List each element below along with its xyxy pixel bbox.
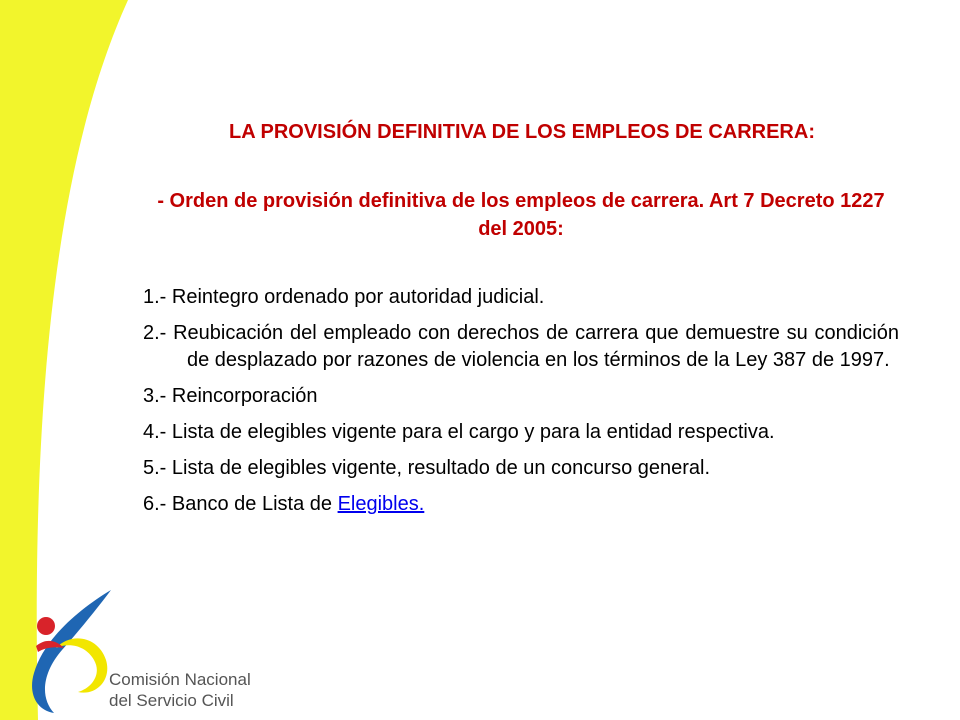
- provision-order-list: [143, 284, 899, 527]
- list-item: 4.- Lista de elegibles vigente para el cargo y para la entidad respectiva.: [143, 421, 775, 443]
- slide-subtitle: - Orden de provisión definitiva de los empleos de carrera. Art 7 Decreto 1227 del 2005:: [157, 190, 885, 240]
- logo-text-line1: Comisión Nacional: [109, 670, 251, 689]
- slide-title: LA PROVISIÓN DEFINITIVA DE LOS EMPLEOS DE CARRERA:: [229, 121, 815, 143]
- logo-text-line2: del Servicio Civil: [109, 691, 234, 710]
- list-item-text: 6.- Banco de Lista de: [143, 493, 338, 515]
- logo-wordmark: [109, 669, 251, 711]
- list-item: 3.- Reincorporación: [143, 385, 318, 407]
- list-item: 5.- Lista de elegibles vigente, resultado de un concurso general.: [143, 457, 711, 479]
- list-item: [143, 491, 899, 518]
- list-item: 2.- Reubicación del empleado con derechos de carrera que demuestre su condición de desplazado por razones de violencia en los términos de la Ley 387 de 1997.: [143, 322, 899, 371]
- list-item: 1.- Reintegro ordenado por autoridad judicial.: [143, 286, 545, 308]
- elegibles-link[interactable]: Elegibles.: [337, 493, 425, 515]
